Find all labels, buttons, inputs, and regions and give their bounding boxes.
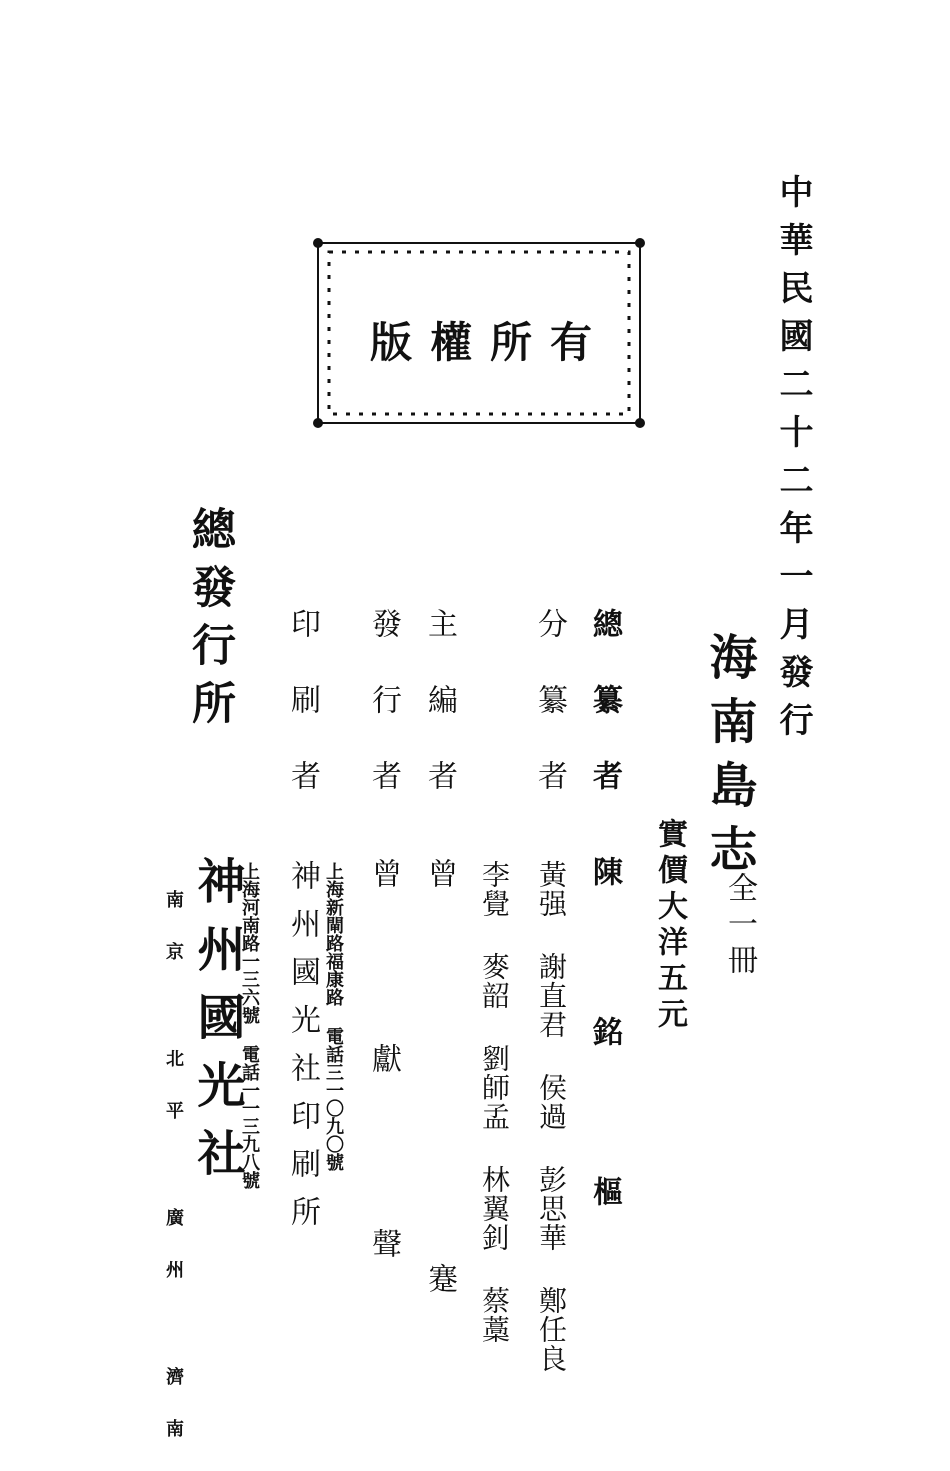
copyright-text: 版權所有 <box>370 318 611 367</box>
distributor-branches: 南京 北平 廣州 濟南 <box>163 890 184 1471</box>
distributor-address: 上海河南路一三六號 電話一一三九八號 <box>239 862 260 1189</box>
printer-address: 上海新閘路福康路 電話三一〇九〇號 <box>323 862 344 1171</box>
publisher-name: 曾 獻 聲 <box>366 858 401 1318</box>
sub-compilers-col2: 李覺 麥韶 劉師孟 林翼釗 蔡藁 <box>478 860 511 1344</box>
book-title: 海南島志 <box>701 632 757 888</box>
sub-compiler-role: 分纂者 <box>532 608 567 836</box>
printer-name: 神州國光社印刷所 <box>285 860 320 1244</box>
publisher-role: 發行者 <box>366 608 401 836</box>
printer-role: 印刷者 <box>285 608 320 836</box>
distributor-label: 總發行所 <box>184 506 235 738</box>
book-price: 實價大洋五元 <box>652 818 687 1034</box>
chief-compiler-names: 陳銘樞 <box>587 856 622 1336</box>
chief-compiler-role: 總纂者 <box>587 608 622 836</box>
editor-role: 主編者 <box>422 608 457 836</box>
editor-name: 曾 蹇 <box>422 858 457 1463</box>
distributor-name: 神州國光社 <box>189 856 245 1196</box>
sub-compilers-col1: 黃强 謝直君 侯過 彭思華 鄭任良 <box>535 860 568 1373</box>
book-volumes: 全一冊 <box>722 872 757 980</box>
publication-date: 中華民國二十二年一月發行 <box>773 174 813 750</box>
